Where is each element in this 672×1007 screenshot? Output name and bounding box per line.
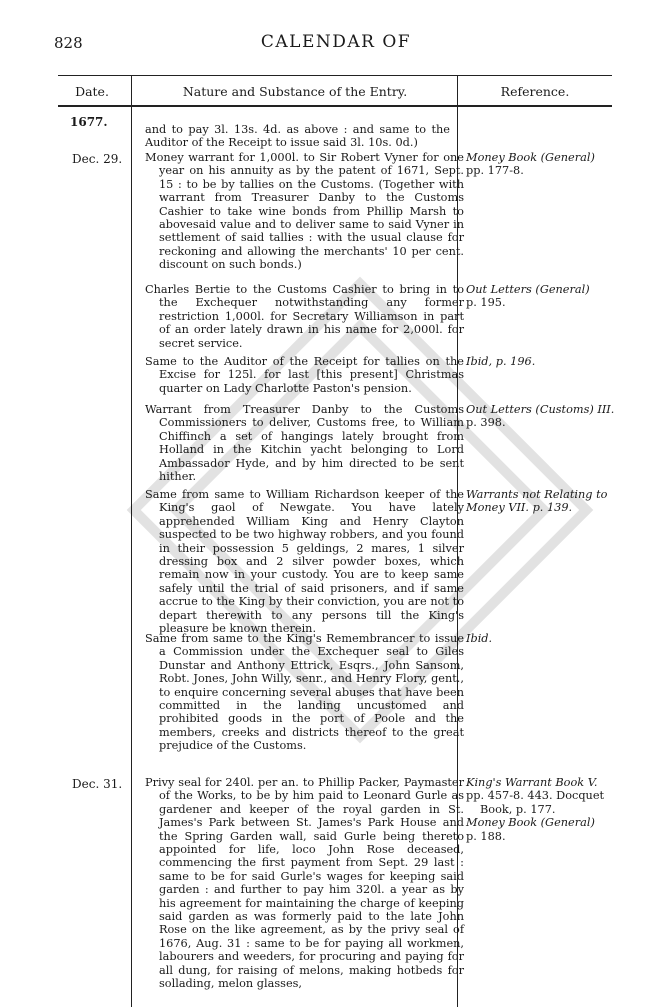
page-number: 828 [54, 34, 83, 52]
entry-date: Dec. 29. [72, 152, 123, 166]
entry-reference [466, 632, 630, 645]
entry-text: Same from same to the King's Remembrancer to issue a Commission under the Exchequer seal to Giles Dunstar and Anthony Ettrick, Esqrs., John Sansom, Robt. Jones, John Willy, senr., and Henry Flory, gent., to enquire concerning several abuses that have been committed in the landing uncustomed and prohibited goods in the port of Poole and the members, creeks and districts thereof to the great prejudice of the Customs. [145, 632, 464, 753]
column-header-date: Date. [75, 84, 109, 99]
entry-date: Dec. 31. [72, 777, 123, 791]
reference-line: p. 188. [466, 829, 506, 843]
entry-reference [466, 283, 630, 310]
reference-line: Ibid, p. 196. [466, 355, 536, 368]
entry-text: Same to the Auditor of the Receipt for tallies on the Excise for 125l. for last [this present] Christmas quarter on Lady Charlotte Paston's pension. [145, 355, 464, 395]
entry-text: Privy seal for 240l. per an. to Phillip Packer, Paymaster of the Works, to be by him paid to Leonard Gurle as gardener and keeper of the royal garden in St. James's Park between St. James's Park House and the Spring Garden wall, said Gurle being thereto appointed for life, loco John Rose deceased, commencing the first payment from Sept. 29 last : same to be for said Gurle's wages for keeping said garden : and further to pay him 320l. a year as by his agreement for maintaining the charge of keeping said garden as was formerly paid to the late John Rose on the like agreement, as by the privy seal of 1676, Aug. 31 : same to be for paying all workmen, labourers and weeders, for procuring and paying for all dung, for raising of melons, making hotbeds for sollading, melon glasses, [145, 776, 464, 991]
column-header-reference: Reference. [500, 84, 570, 99]
entry-reference [466, 776, 630, 843]
reference-line: pp. 457-8. 443. Docquet Book, p. 177. [466, 789, 605, 816]
entry-text: Money warrant for 1,000l. to Sir Robert Vyner for one year on his annuity as by the patent of 1671, Sept. 15 : to be by tallies on the Customs. (Together with warrant from Treasurer Danby to the Customs Cashier to take wine bonds from Phillip Marsh to abovesaid value and to deliver same to said Vyner in settlement of said tallies : with the usual clause for reckoning and allowing the merchants' 10 per cent. discount on such bonds.) [145, 151, 464, 272]
page-title: CALENDAR OF [260, 32, 412, 52]
reference-line: Out Letters (General) [466, 283, 590, 296]
reference-line: Ibid. [466, 632, 493, 645]
entry-text: Same from same to William Richardson keeper of the King's gaol of Newgate. You have lately apprehended William King and Henry Clayton suspected to be two highway robbers, and you found in their possession 5 geldings, 2 mares, 1 silver dressing box and 2 silver powder boxes, which remain now in your custody. You are to keep same safely until the trial of said prisoners, and if same accrue to the King by their conviction, you are not to depart therewith to any persons till the King's pleasure be known therein. [145, 488, 464, 636]
reference-line: Money Book (General) [466, 816, 595, 830]
reference-line: Warrants not Relating to [466, 488, 608, 501]
entry-reference [466, 488, 630, 515]
table-top-rule [58, 75, 612, 76]
reference-line: Out Letters (Customs) III. [466, 403, 615, 416]
column-header-nature: Nature and Substance of the Entry. [182, 84, 408, 99]
reference-line: pp. 177-8. [466, 164, 524, 178]
reference-line: Money VII. p. 139. [466, 501, 573, 515]
reference-line: King's Warrant Book V. [466, 776, 598, 789]
entry-text: and to pay 3l. 13s. 4d. as above : and same to the Auditor of the Receipt to issue said 3l. 10s. 0d.) [145, 123, 450, 150]
reference-line: Money Book (General) [466, 151, 595, 164]
header-bottom-rule [58, 105, 612, 107]
year-label: 1677. [70, 115, 108, 129]
entry-text: Charles Bertie to the Customs Cashier to bring in to the Exchequer notwithstanding any former restriction 1,000l. for Secretary Williamson in part of an order lately drawn in his name for 2,000l. for secret service. [145, 283, 464, 350]
entry-reference [466, 151, 630, 178]
reference-line: p. 195. [466, 296, 506, 310]
entry-reference [466, 403, 630, 430]
column-divider-date [131, 75, 132, 1007]
entry-text: Warrant from Treasurer Danby to the Customs Commissioners to deliver, Customs free, to William Chiffinch a set of hangings lately brought from Holland in the Kitchin yacht belonging to Lord Ambassador Hyde, and by him directed to be sent hither. [145, 403, 464, 484]
entry-reference [466, 355, 630, 368]
reference-line: p. 398. [466, 416, 506, 430]
